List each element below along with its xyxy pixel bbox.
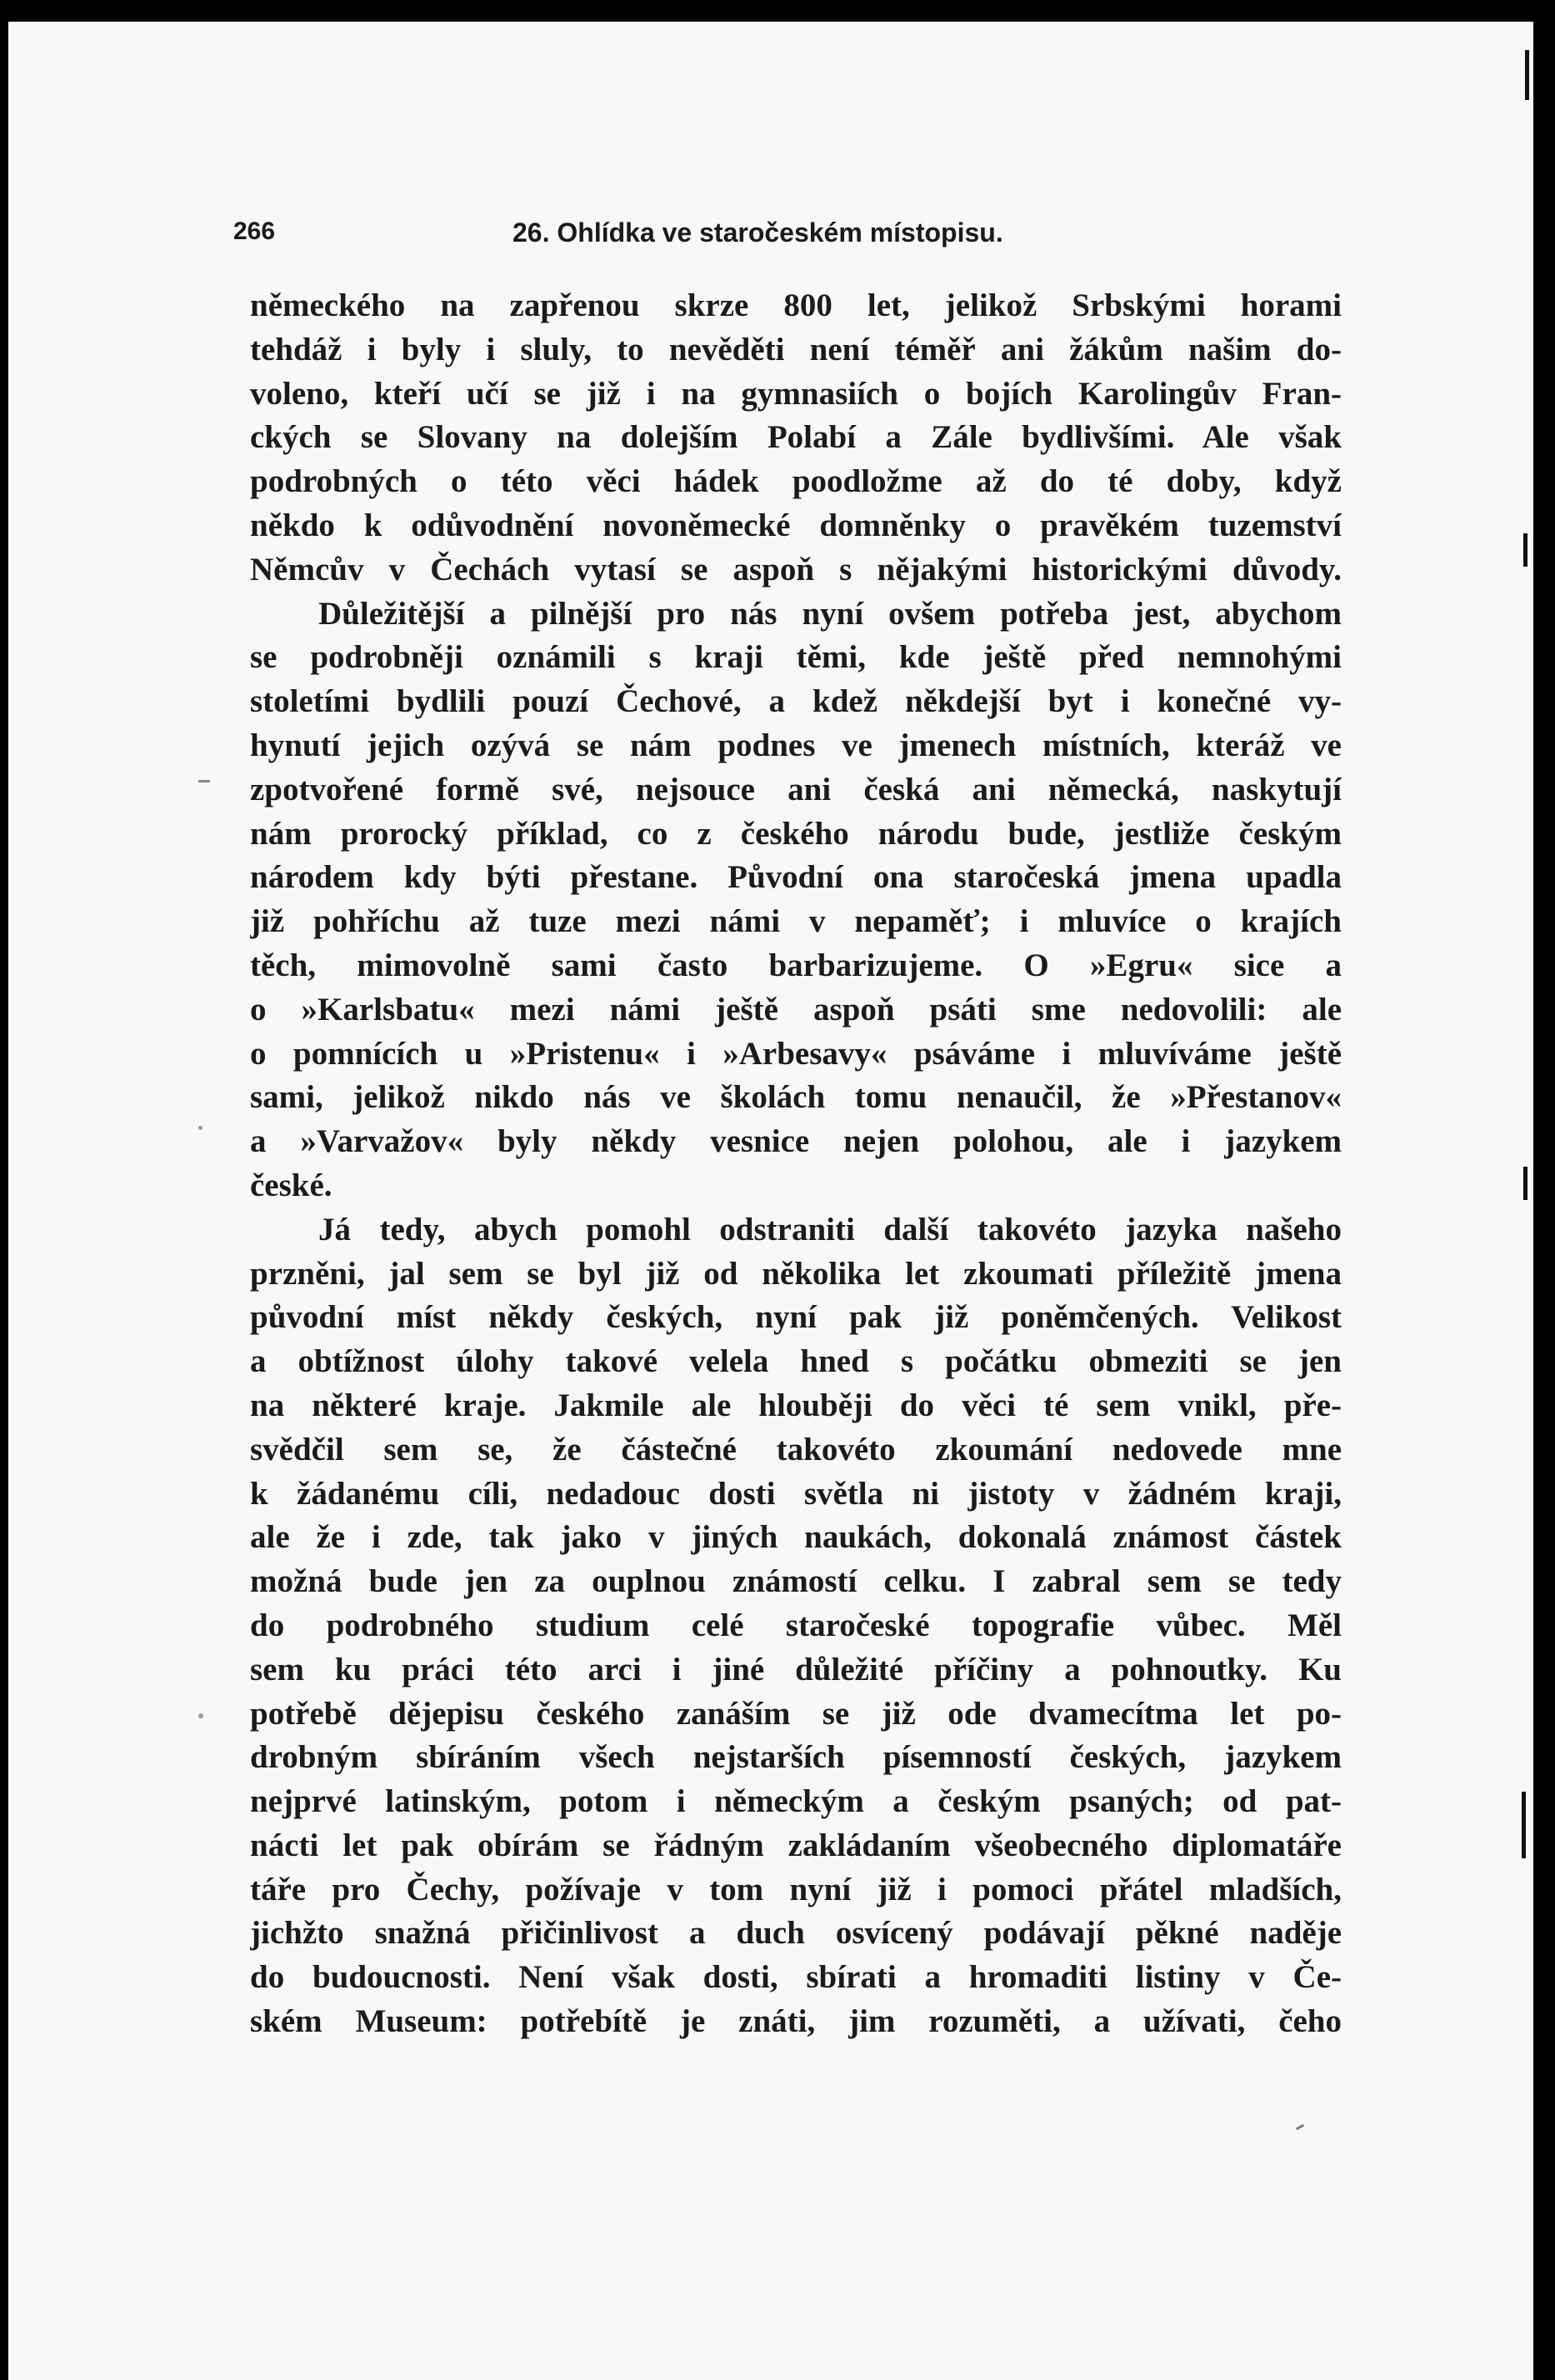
text-line: sami, jelikož nikdo nás ve školách tomu nenaučil, že »Přestanov«	[250, 1079, 1342, 1116]
text-line: a »Varvažov« byly někdy vesnice nejen polohou, ale i jazykem	[250, 1123, 1342, 1160]
text-line: Důležitější a pilnější pro nás nyní ovšem potřeba jest, abychom	[318, 595, 1342, 632]
text-line: tehdáž i byly i sluly, to nevěděti není téměř ani žákům našim do-	[250, 331, 1342, 368]
text-line: przněni, jal sem se byl již od několika let zkoumati příležitě jmena	[250, 1255, 1342, 1292]
text-line: stoletími bydlili pouzí Čechové, a kdež někdejší byt i konečné vy-	[250, 683, 1342, 720]
text-line: národem kdy býti přestane. Původní ona staročeská jmena upadla	[250, 859, 1342, 896]
text-line: voleno, kteří učí se již i na gymnasiích o bojích Karolingův Fran-	[250, 375, 1342, 412]
scan-right-border	[1533, 0, 1555, 2380]
text-line: k žádanému cíli, nedadouc dosti světla ni jistoty v žádném kraji,	[250, 1475, 1342, 1512]
text-line: české.	[250, 1167, 332, 1203]
text-line: možná bude jen za ouplnou známostí celku. I zabral sem se tedy	[250, 1563, 1342, 1600]
text-line: ale že i zde, tak jako v jiných naukách, dokonalá známost částek	[250, 1519, 1342, 1556]
text-line: ckých se Slovany na dolejším Polabí a Zále bydlivšími. Ale však	[250, 419, 1342, 456]
text-line: Já tedy, abych pomohl odstraniti další takovéto jazyka našeho	[318, 1211, 1342, 1248]
edge-mark	[1523, 533, 1528, 567]
text-line: Němcův v Čechách vytasí se aspoň s nějakými historickými důvody.	[250, 551, 1342, 588]
text-line: nejprvé latinským, potom i německým a českým psaných; od pat-	[250, 1783, 1342, 1820]
page-header	[233, 201, 1342, 251]
text-line: se podrobněji oznámili s kraji těmi, kde ještě před nemnohými	[250, 639, 1342, 676]
text-line: někdo k odůvodnění novoněmecké domněnky o pravěkém tuzemství	[250, 507, 1342, 543]
text-line: svědčil sem se, že částečné takovéto zkoumání nedovede mne	[250, 1431, 1342, 1468]
page-number: 266	[233, 218, 276, 245]
book-page	[8, 22, 1533, 2380]
text-line: původní míst někdy českých, nyní pak již poněmčených. Velikost	[250, 1299, 1342, 1336]
text-line: táře pro Čechy, požívaje v tom nyní již i pomoci přátel mladších,	[250, 1871, 1342, 1908]
text-line: potřebě dějepisu českého zanáším se již ode dvamecítma let po-	[250, 1695, 1342, 1732]
margin-speck	[198, 780, 210, 782]
margin-speck	[1296, 2124, 1304, 2131]
text-line: drobným sbíráním všech nejstarších písemností českých, jazykem	[250, 1739, 1342, 1776]
text-line: o pomnících u »Pristenu« i »Arbesavy« psáváme i mluvíváme ještě	[250, 1035, 1342, 1072]
text-line: podrobných o této věci hádek poodložme až do té doby, když	[250, 463, 1342, 500]
text-line: nácti let pak obírám se řádným zakládaním všeobecného diplomatáře	[250, 1827, 1342, 1863]
running-title: 26. Ohlídka ve staročeském místopisu.	[512, 218, 1003, 248]
body-text	[250, 284, 1342, 2044]
text-line: zpotvořené formě své, nejsouce ani česká ani německá, naskytují	[250, 771, 1342, 808]
text-line: již pohříchu až tuze mezi námi v nepaměť; i mluvíce o krajích	[250, 903, 1342, 940]
margin-speck	[198, 1713, 203, 1718]
text-line: a obtížnost úlohy takové velela hned s počátku obmeziti se jen	[250, 1343, 1342, 1380]
text-line: na některé kraje. Jakmile ale hlouběji do věci té sem vnikl, pře-	[250, 1387, 1342, 1423]
text-line: nám prorocký příklad, co z českého národu bude, jestliže českým	[250, 815, 1342, 852]
text-line: sem ku práci této arci i jiné důležité příčiny a pohnoutky. Ku	[250, 1651, 1342, 1688]
text-line: o »Karlsbatu« mezi námi ještě aspoň psáti sme nedovolili: ale	[250, 991, 1342, 1028]
edge-mark	[1523, 1167, 1528, 1200]
text-line: hynutí jejich ozývá se nám podnes ve jmenech místních, kteráž ve	[250, 727, 1342, 763]
text-line: jichžto snažná přičinlivost a duch osvícený podávají pěkné naděje	[250, 1915, 1342, 1952]
margin-speck	[198, 1126, 202, 1130]
text-line: do podrobného studium celé staročeské topografie vůbec. Měl	[250, 1607, 1342, 1643]
edge-mark	[1522, 1792, 1526, 1858]
edge-mark	[1525, 50, 1529, 100]
text-line: těch, mimovolně sami často barbarizujeme. O »Egru« sice a	[250, 947, 1342, 983]
text-line: do budoucnosti. Není však dosti, sbírati a hromaditi listiny v Če-	[250, 1959, 1342, 1996]
text-line: ském Museum: potřebítě je znáti, jim rozuměti, a užívati, čeho	[250, 2003, 1342, 2040]
scan-top-border	[0, 0, 1555, 22]
text-line: německého na zapřenou skrze 800 let, jelikož Srbskými horami	[250, 288, 1342, 323]
